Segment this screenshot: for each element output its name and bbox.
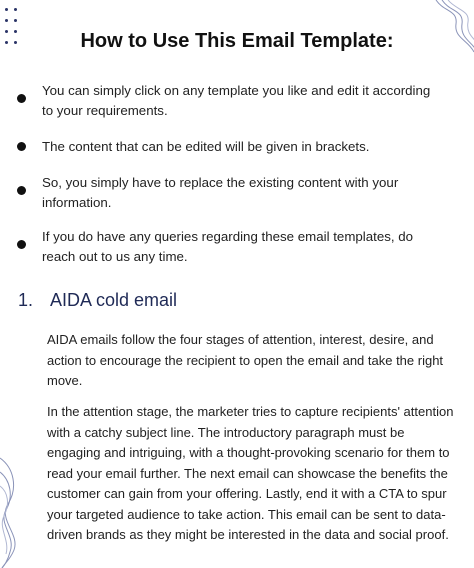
bullet-icon (17, 94, 26, 103)
list-item-text: So, you simply have to replace the existing content with your information. (42, 175, 399, 210)
list-item (14, 81, 444, 121)
list-item (14, 137, 444, 157)
bullet-icon (17, 142, 26, 151)
list-item-text: The content that can be edited will be given in brackets. (42, 139, 370, 154)
list-item-text: If you do have any queries regarding these email templates, do reach out to us any time. (42, 229, 414, 264)
section-paragraph: In the attention stage, the marketer tries to capture recipients' attention with a catchy subject line. The introductory paragraph must be engaging and intriguing, with a thought-provoking scenario for them to read your email further. The next email can showcase the benefits the customer can gain from your offering. Lastly, end it with a CTA to spur your targeted audience to take action. This email can be sent to data-driven brands as they might be interested in the data and social proof. (47, 404, 454, 542)
bullet-icon (17, 186, 26, 195)
list-item-text: You can simply click on any template you like and edit it according to your requirements. (42, 83, 431, 118)
bullet-icon (17, 240, 26, 249)
list-item (14, 227, 444, 267)
page-title: How to Use This Email Template: (80, 30, 394, 52)
section-number: 1. (18, 290, 34, 310)
section-heading (18, 290, 177, 311)
section-title: AIDA cold email (50, 290, 178, 310)
section-paragraph: AIDA emails follow the four stages of attention, interest, desire, and action to encourage the recipient to open the email and take the right move. (47, 332, 444, 388)
wave-decoration (0, 438, 48, 568)
list-item (14, 173, 444, 213)
instructions-list (14, 81, 444, 267)
